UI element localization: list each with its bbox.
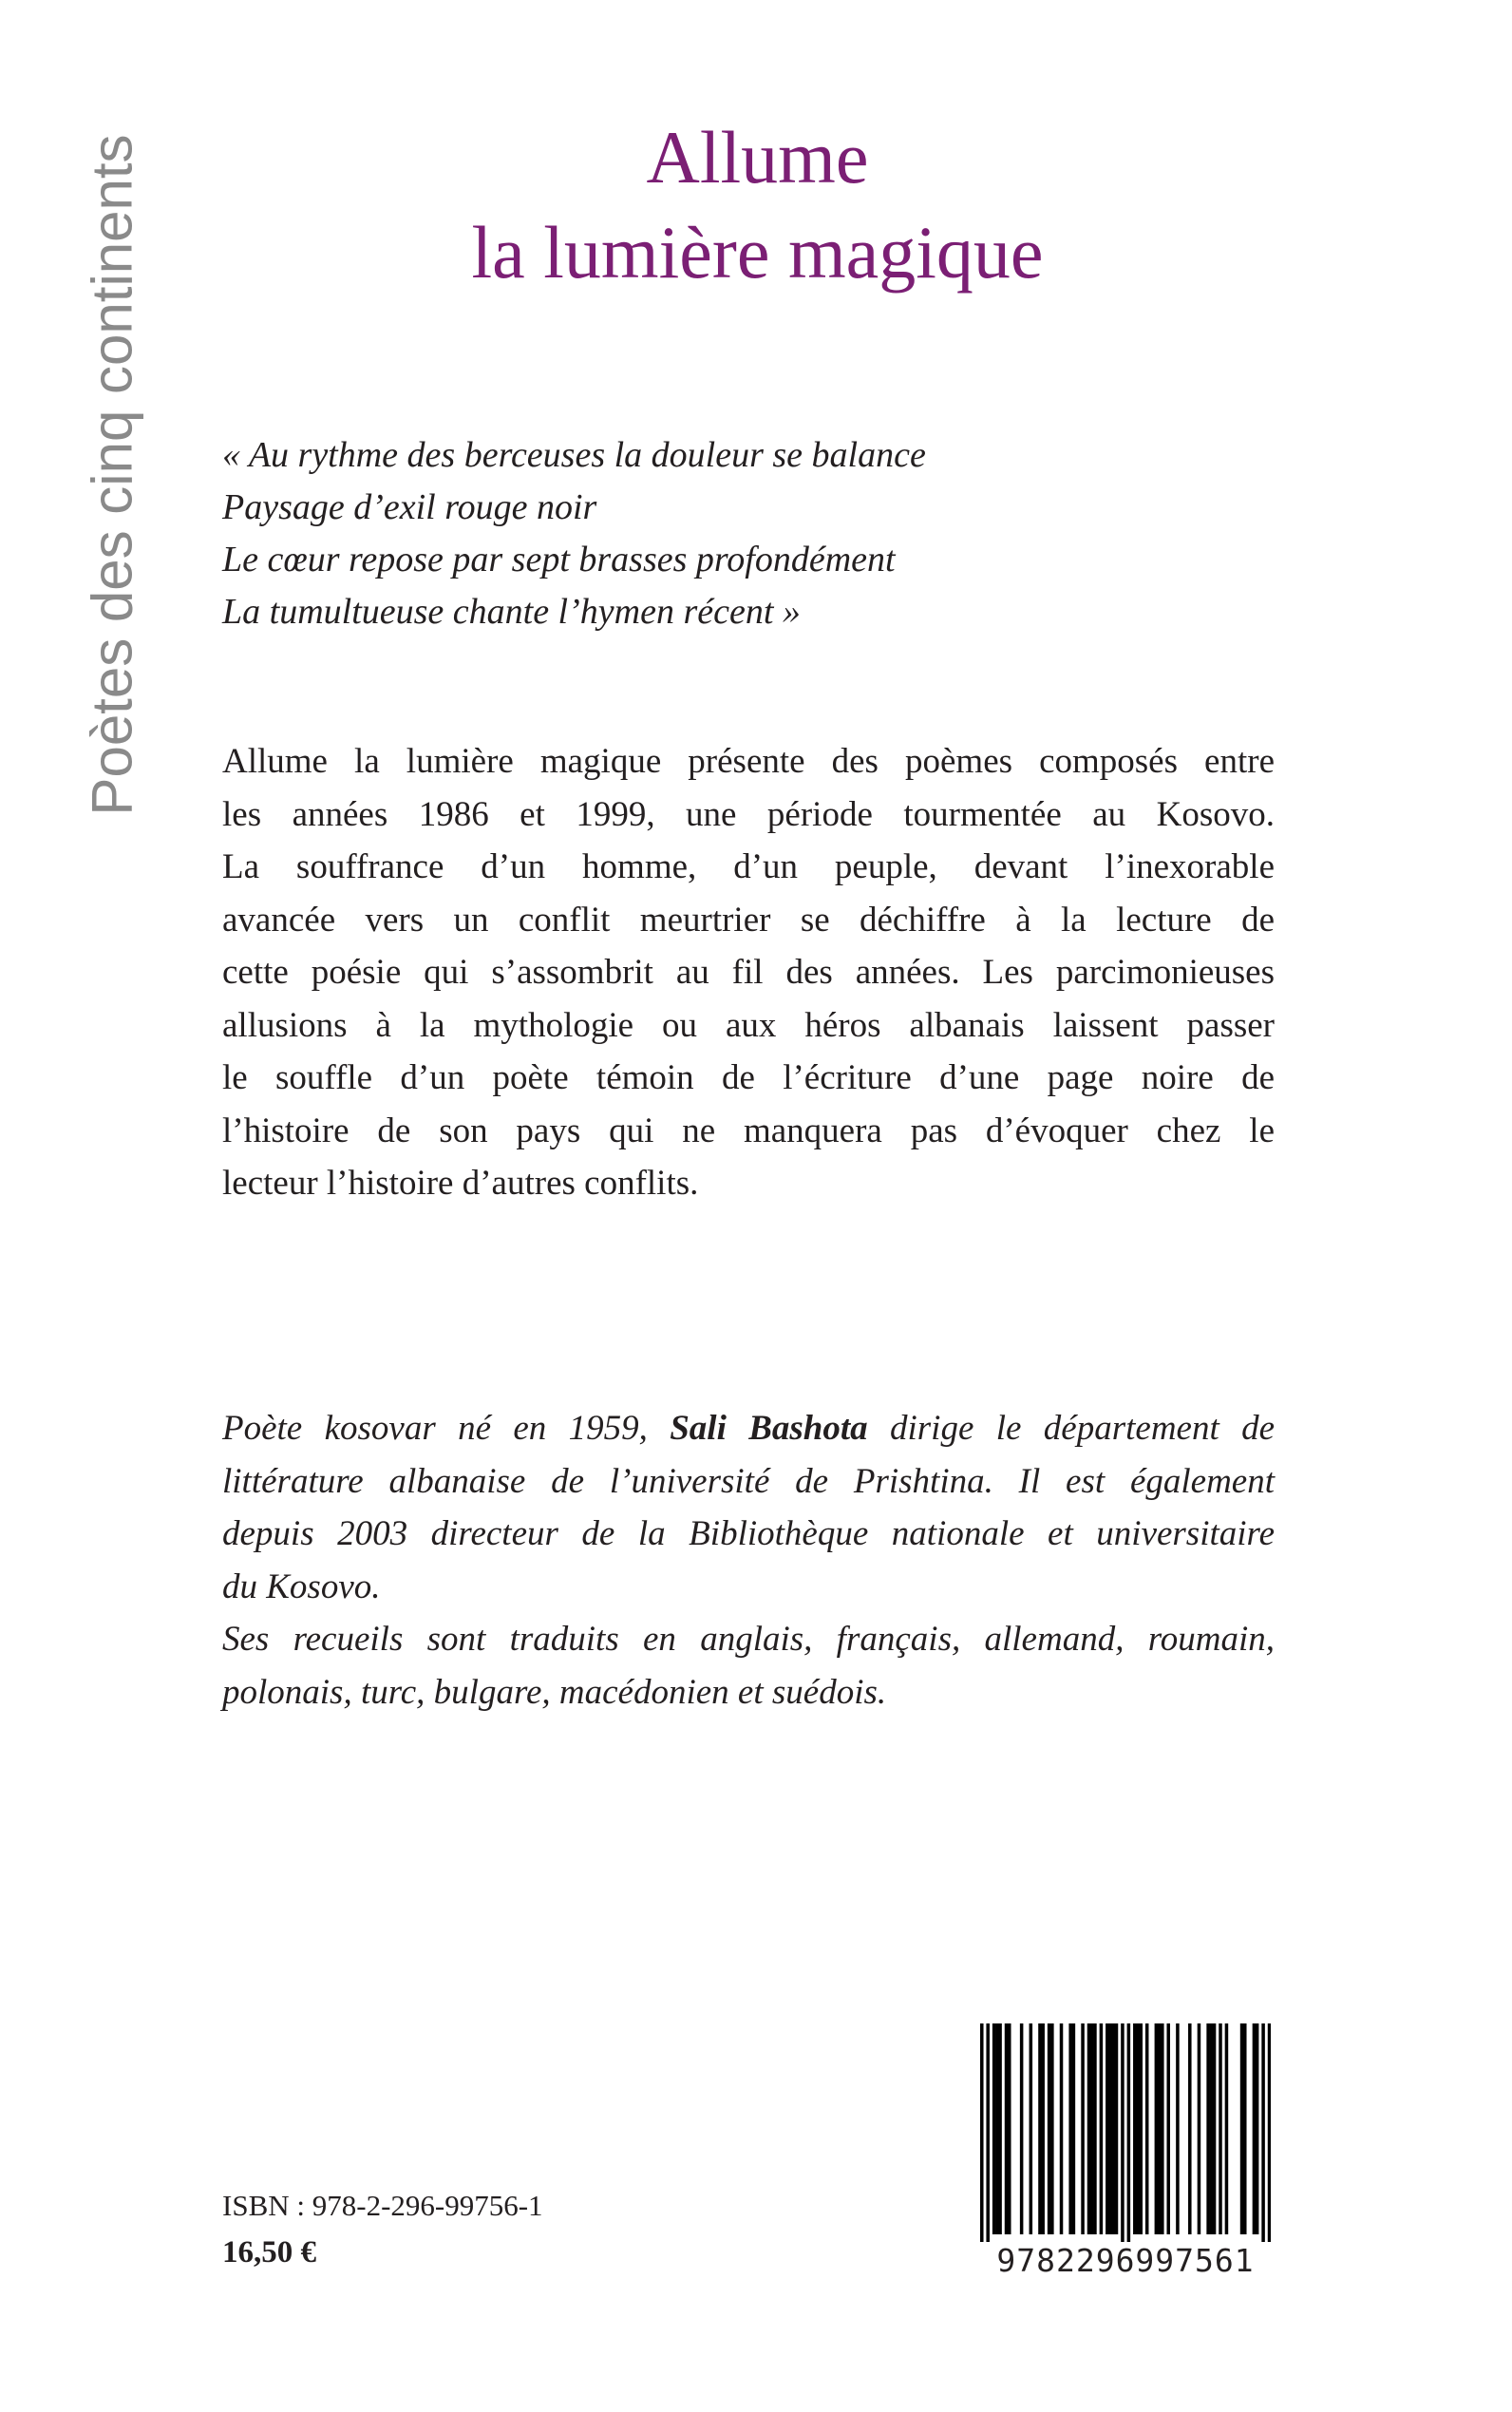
barcode-bar: [1020, 2023, 1024, 2234]
barcode-bar: [1133, 2023, 1137, 2234]
barcode-bar: [1261, 2023, 1265, 2242]
barcode-bar: [1081, 2023, 1085, 2234]
description-line: lecteur l’histoire d’autres conflits.: [222, 1164, 699, 1203]
description-line: le souffle d’un poète témoin de l’écriture d’une page noire de: [222, 1058, 1275, 1097]
barcode-bar: [1108, 2023, 1112, 2234]
bio-intro-end: dirige le département de: [867, 1409, 1276, 1448]
barcode-bar: [1243, 2023, 1247, 2234]
barcode-bar: [1240, 2023, 1244, 2234]
barcode-bar: [1188, 2023, 1192, 2234]
description-line: l’histoire de son pays qui ne manquera pas d’évoquer chez le: [222, 1111, 1275, 1150]
barcode-bar: [1008, 2023, 1011, 2234]
barcode-bar: [1213, 2023, 1217, 2234]
epigraph-line: Le cœur repose par sept brasses profondément: [222, 540, 896, 579]
barcode-bar: [1038, 2023, 1042, 2234]
barcode-bar: [1050, 2023, 1054, 2234]
bio-line: depuis 2003 directeur de la Bibliothèque nationale et universitaire: [222, 1514, 1275, 1553]
bio-line: [222, 1402, 1275, 1455]
barcode-bar: [1041, 2023, 1045, 2234]
barcode-bar: [1210, 2023, 1214, 2234]
barcode-bar: [1161, 2023, 1164, 2234]
ean13-barcode-icon: [980, 2023, 1271, 2242]
barcode-bar: [1106, 2023, 1109, 2234]
barcode-bar: [1087, 2023, 1091, 2234]
epigraph-line: « Au rythme des berceuses la douleur se balance: [222, 435, 926, 475]
barcode-bar: [1176, 2023, 1180, 2234]
epigraph-line: La tumultueuse chante l’hymen récent »: [222, 592, 801, 632]
isbn: ISBN : 978-2-296-99756-1: [222, 2189, 543, 2222]
barcode-number: 9782296997561: [996, 2242, 1255, 2279]
barcode-bar: [1256, 2023, 1259, 2234]
barcode-bar: [1121, 2023, 1125, 2242]
book-description: [222, 735, 1275, 1210]
barcode-bar: [980, 2023, 984, 2242]
barcode-bar: [1005, 2023, 1009, 2234]
description-line: allusions à la mythologie ou aux héros albanais laissent passer: [222, 1005, 1275, 1045]
description-line: les années 1986 et 1999, une période tourmentée au Kosovo.: [222, 794, 1275, 834]
book-title: [223, 110, 1292, 300]
description-line: Allume la lumière magique présente des poèmes composés entre: [222, 742, 1275, 781]
barcode-bar: [1219, 2023, 1222, 2234]
price: 16,50 €: [222, 2235, 316, 2270]
barcode-bar: [1139, 2023, 1143, 2234]
description-line: La souffrance d’un homme, d’un peuple, devant l’inexorable: [222, 847, 1275, 886]
barcode-bar: [1090, 2023, 1094, 2234]
description-line: cette poésie qui s’assombrit au fil des années. Les parcimonieuses: [222, 953, 1275, 992]
barcode-bar: [1166, 2023, 1170, 2234]
title-line-2: la lumière magique: [471, 211, 1044, 294]
barcode-bar: [1048, 2023, 1051, 2234]
barcode-bar: [1155, 2023, 1159, 2234]
barcode-bar: [995, 2023, 999, 2234]
author-name: Sali Bashota: [670, 1409, 868, 1448]
description-line: avancée vers un conflit meurtrier se déchiffre à la lecture de: [222, 900, 1275, 940]
barcode-bar: [1100, 2023, 1104, 2234]
barcode-bar: [1093, 2023, 1097, 2234]
barcode-bar: [1158, 2023, 1162, 2234]
barcode-bar: [1253, 2023, 1257, 2234]
barcode-bar: [1225, 2023, 1229, 2234]
epigraph: [222, 429, 1314, 638]
epigraph-line: Paysage d’exil rouge noir: [222, 487, 597, 527]
barcode-bar: [1030, 2023, 1033, 2234]
barcode-bar: [1136, 2023, 1140, 2234]
barcode-bar: [1068, 2023, 1072, 2234]
barcode-bar: [992, 2023, 996, 2234]
barcode-bar: [1206, 2023, 1210, 2234]
barcode-bar: [998, 2023, 1002, 2234]
barcode-bar: [1198, 2023, 1201, 2234]
barcode-bar: [986, 2023, 990, 2242]
title-line-1: Allume: [646, 116, 869, 199]
barcode-bar: [1060, 2023, 1064, 2234]
series-name: Poètes des cinq continents: [80, 134, 144, 816]
barcode-bar: [1127, 2023, 1131, 2242]
bio-intro: Poète kosovar né en 1959,: [222, 1409, 671, 1448]
author-bio: [222, 1402, 1275, 1719]
barcode-bar: [1112, 2023, 1116, 2234]
bio-line: du Kosovo.: [222, 1567, 381, 1606]
bio-line: littérature albanaise de l’université de Prishtina. Il est également: [222, 1461, 1275, 1501]
barcode-bar: [1268, 2023, 1271, 2242]
bio-line: Ses recueils sont traduits en anglais, français, allemand, roumain,: [222, 1620, 1275, 1659]
barcode: [967, 2018, 1284, 2289]
barcode-bar: [1072, 2023, 1076, 2234]
bio-line: polonais, turc, bulgare, macédonien et suédois.: [222, 1672, 887, 1712]
barcode-bar: [1115, 2023, 1119, 2234]
barcode-bar: [1145, 2023, 1149, 2234]
